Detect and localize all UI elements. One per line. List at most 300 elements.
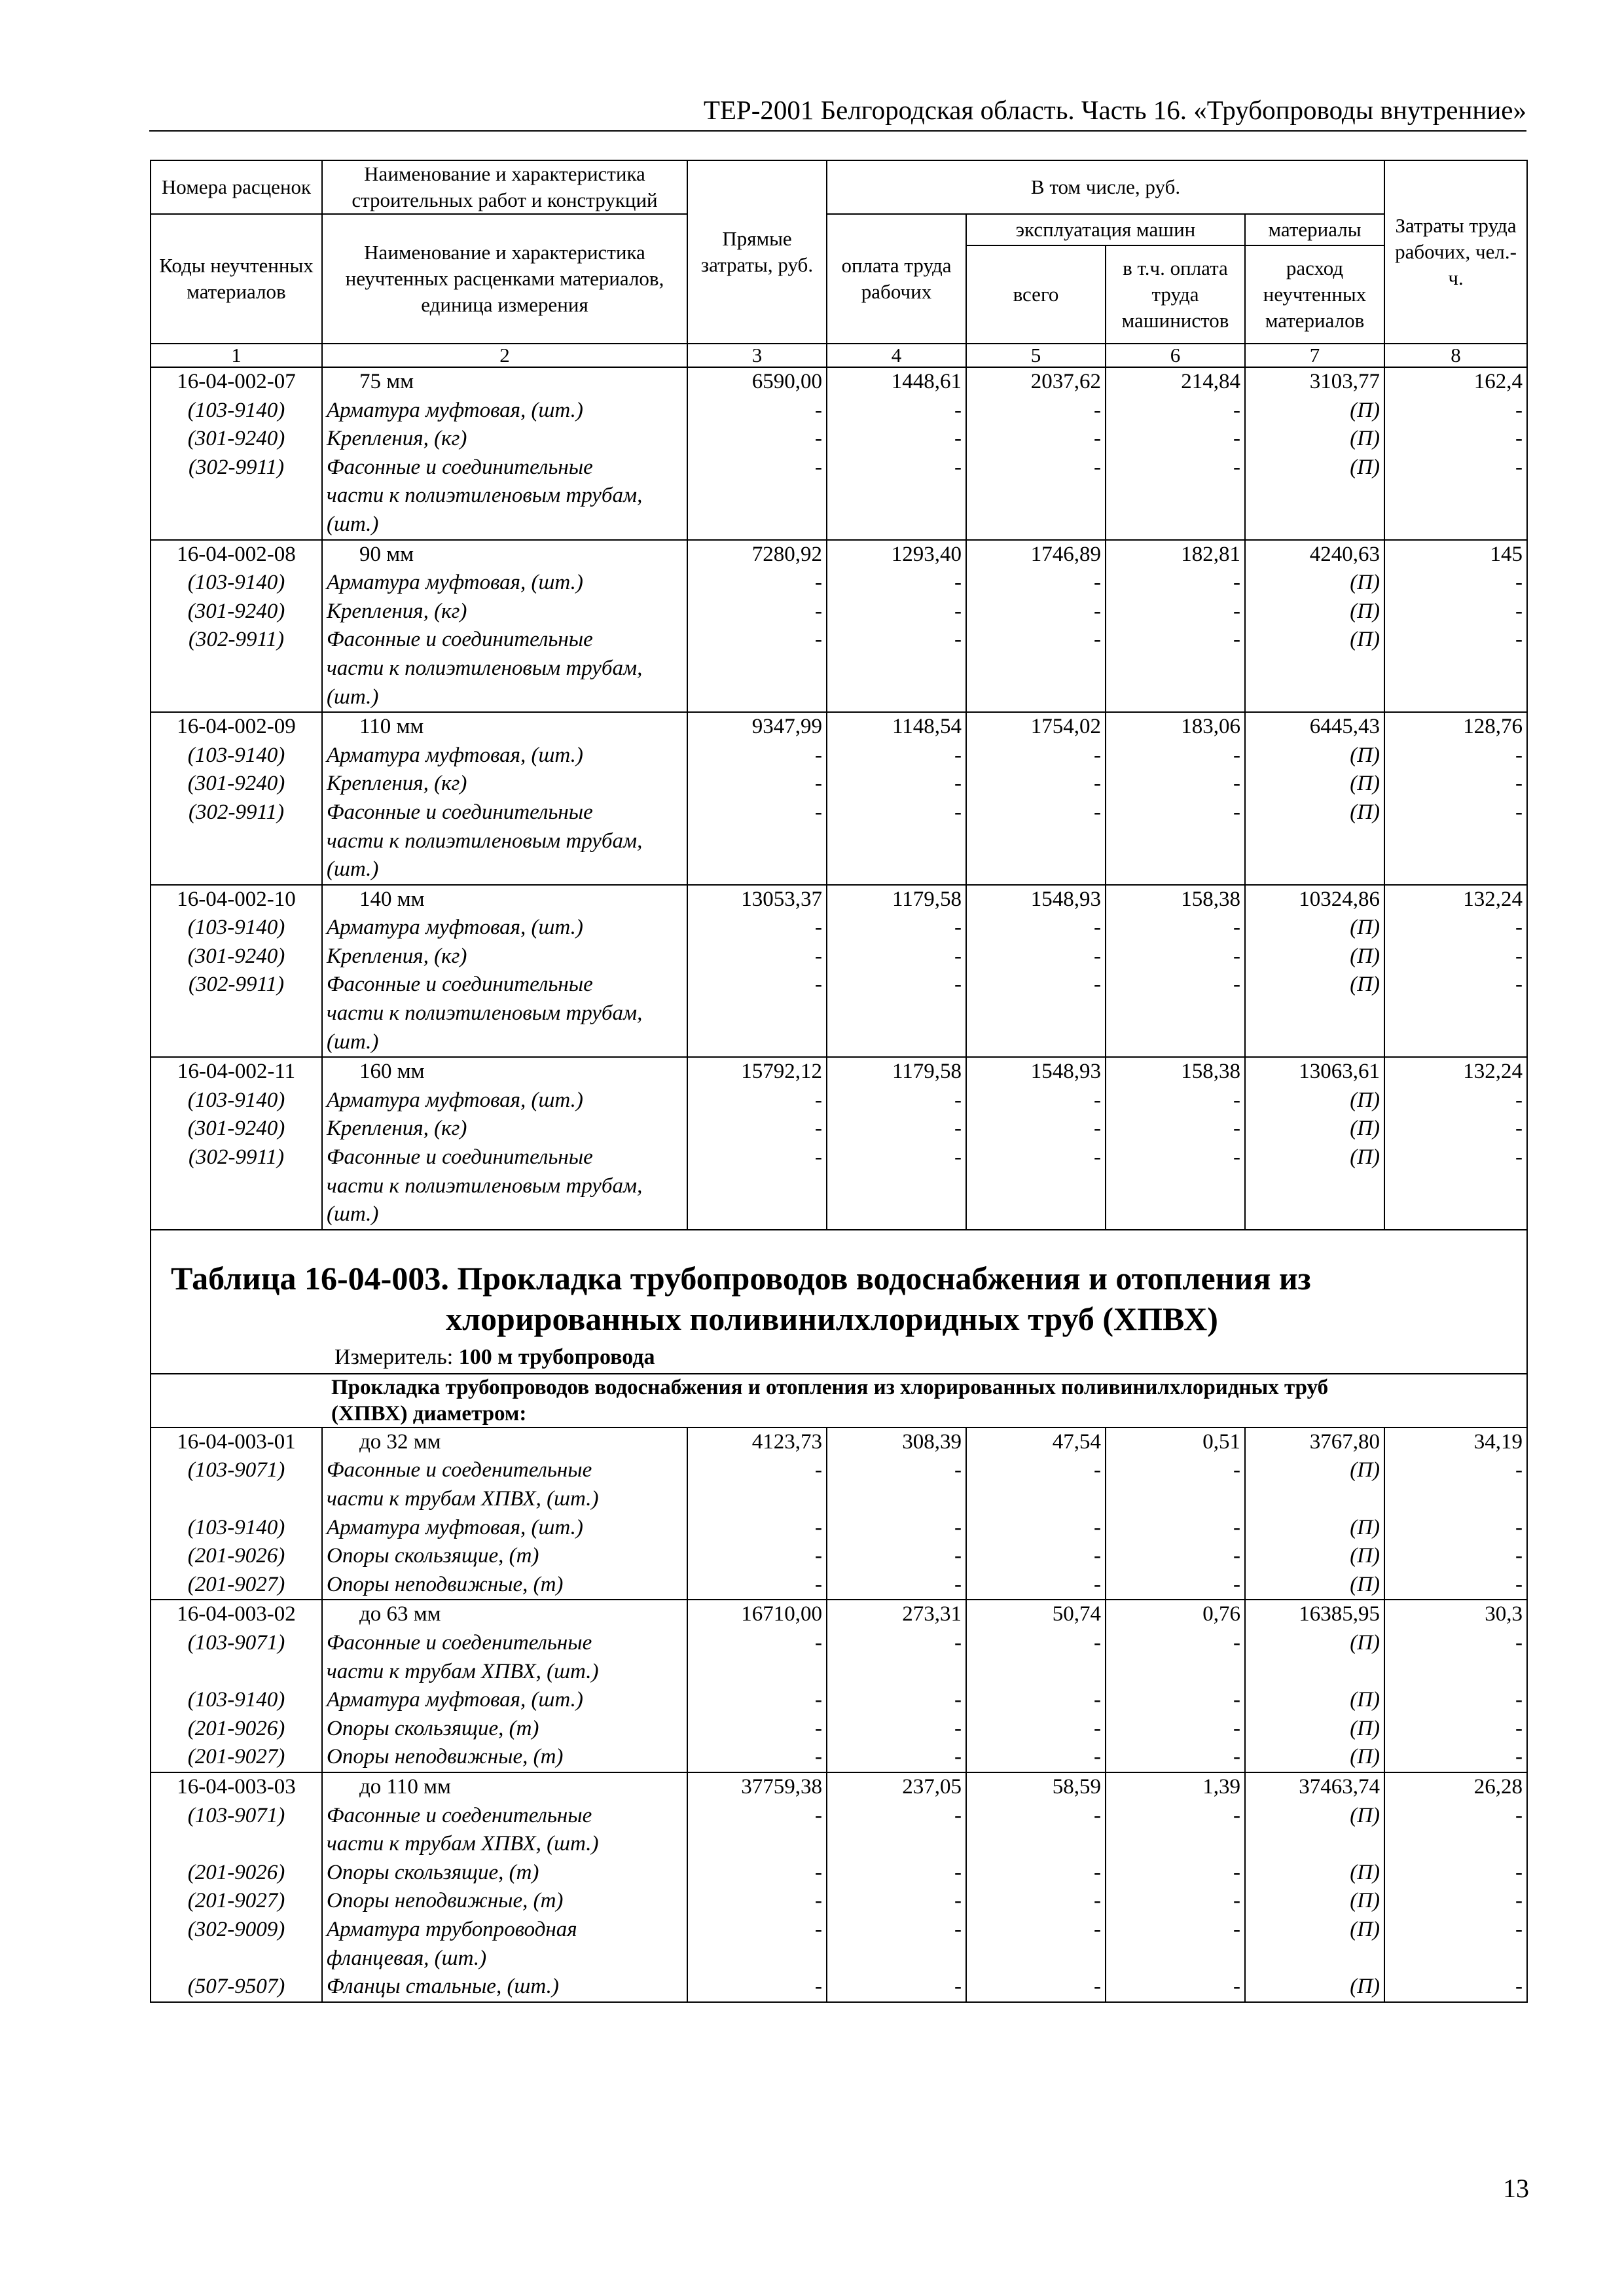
material-direct: - [815, 427, 822, 451]
blank-line [831, 1172, 962, 1201]
material-mach_labor: - [1233, 743, 1240, 767]
material-name-line: Арматура муфтовая, (шт.) [327, 743, 583, 767]
material-code: (201-9026) [187, 1544, 285, 1568]
material-direct: - [815, 1630, 822, 1655]
rate-mat: 16385,95 [1299, 1602, 1380, 1626]
material-hours: - [1515, 1716, 1523, 1740]
material-labor: - [954, 1145, 962, 1170]
blank-line [971, 1830, 1101, 1859]
column-number: 5 [966, 344, 1106, 367]
blank-line [155, 655, 317, 683]
material-mach: - [1094, 916, 1101, 940]
name-cell [322, 885, 687, 1058]
mach_labor-cell [1106, 1057, 1245, 1230]
section-heading-line2: (ХПВХ) диаметром: [331, 1401, 527, 1426]
column-number: 8 [1384, 344, 1527, 367]
meter-label: Измеритель: [334, 1344, 454, 1369]
material-code: (201-9026) [187, 1860, 285, 1884]
rate-name: 90 мм [359, 542, 414, 566]
material-labor: - [954, 628, 962, 652]
mat-cell [1245, 367, 1384, 540]
header-rule [149, 130, 1526, 132]
name-cell [322, 1772, 687, 2002]
blank-line [1389, 683, 1523, 712]
material-mach_labor: - [1233, 1458, 1240, 1482]
material-name-line: (шт.) [327, 1030, 379, 1054]
blank-line [1389, 511, 1523, 539]
material-mat: (П) [1350, 973, 1380, 997]
material-direct: - [815, 916, 822, 940]
rate-mach_labor: 183,06 [1181, 715, 1240, 739]
material-labor: - [954, 1860, 962, 1884]
rate-mach: 58,59 [1052, 1774, 1101, 1799]
section-heading [151, 1374, 1527, 1427]
mat-cell [1245, 1427, 1384, 1600]
material-mach: - [1094, 1745, 1101, 1769]
table-row [151, 367, 1527, 540]
material-code: (103-9140) [187, 916, 285, 940]
column-number: 7 [1245, 344, 1384, 367]
material-mach: - [1094, 1515, 1101, 1539]
material-mach: - [1094, 1975, 1101, 1999]
material-labor: - [954, 944, 962, 968]
material-name-line: Опоры неподвижные, (т) [327, 1572, 564, 1596]
rate-hours: 132,24 [1463, 1060, 1523, 1084]
rate-hours: 34,19 [1473, 1429, 1523, 1454]
material-direct: - [815, 1458, 822, 1482]
rate-code: 16-04-003-03 [177, 1774, 296, 1799]
mach-cell [966, 885, 1106, 1058]
material-name-line: Опоры неподвижные, (т) [327, 1889, 564, 1913]
rate-mach: 1746,89 [1030, 542, 1101, 566]
material-code: (302-9911) [188, 973, 285, 997]
material-mach: - [1094, 1630, 1101, 1655]
table-row [151, 712, 1527, 885]
blank-line [692, 683, 822, 712]
material-mach: - [1094, 1088, 1101, 1112]
mat-cell [1245, 1772, 1384, 2002]
material-name-line: Арматура муфтовая, (шт.) [327, 1515, 583, 1539]
material-labor: - [954, 599, 962, 623]
material-name-line: Фасонные и соеденительные [327, 1630, 592, 1655]
material-hours: - [1515, 628, 1523, 652]
material-mach_labor: - [1233, 1117, 1240, 1141]
material-direct: - [815, 1688, 822, 1712]
rate-mach: 1548,93 [1030, 1060, 1101, 1084]
material-labor: - [954, 916, 962, 940]
blank-line [1250, 683, 1380, 712]
rate-direct: 6590,00 [751, 370, 822, 393]
material-code: (301-9240) [187, 772, 285, 796]
material-code: (201-9027) [187, 1889, 285, 1913]
material-mach: - [1094, 1117, 1101, 1141]
mach-cell [966, 367, 1106, 540]
material-direct: - [815, 973, 822, 997]
material-direct: - [815, 743, 822, 767]
rate-labor: 1293,40 [891, 542, 962, 566]
mach-cell [966, 1057, 1106, 1230]
material-direct: - [815, 1145, 822, 1170]
hours-cell [1384, 367, 1527, 540]
table-row [151, 1600, 1527, 1772]
material-mat: (П) [1350, 1745, 1380, 1769]
material-name-line: Фасонные и соединительные [327, 1145, 593, 1170]
blank-line [831, 511, 962, 539]
material-mat: (П) [1350, 944, 1380, 968]
code-cell [151, 1057, 322, 1230]
material-mat: (П) [1350, 1515, 1380, 1539]
code-cell [151, 1600, 322, 1772]
blank-line [831, 1200, 962, 1229]
blank-line [692, 1658, 822, 1687]
material-direct: - [815, 1716, 822, 1740]
material-name-line: Крепления, (кг) [327, 1117, 467, 1141]
rate-mach_labor: 158,38 [1181, 1060, 1240, 1084]
blank-line [1389, 482, 1523, 511]
material-hours: - [1515, 1688, 1523, 1712]
material-mach_labor: - [1233, 772, 1240, 796]
material-mach: - [1094, 1572, 1101, 1596]
blank-line [1389, 855, 1523, 884]
material-mat: (П) [1350, 628, 1380, 652]
running-header: ТЕР-2001 Белгородская область. Часть 16. «Трубопроводы внутренние» [703, 95, 1526, 125]
blank-line [1250, 1172, 1380, 1201]
material-name-line: части к полиэтиленовым трубам, [327, 656, 643, 680]
material-hours: - [1515, 1544, 1523, 1568]
name-cell [322, 1600, 687, 1772]
material-name-line: Крепления, (кг) [327, 599, 467, 623]
blank-line [971, 482, 1101, 511]
rate-mach_labor: 214,84 [1181, 370, 1240, 393]
material-mach_labor: - [1233, 1572, 1240, 1596]
material-name-line: части к трубам ХПВХ, (шт.) [327, 1832, 599, 1856]
material-hours: - [1515, 1889, 1523, 1913]
incl-header: В том числе, руб. [827, 160, 1384, 214]
material-labor: - [954, 743, 962, 767]
blank-line [692, 1028, 822, 1057]
blank-line [155, 1172, 317, 1201]
rate-name: 75 мм [359, 370, 414, 393]
material-hours: - [1515, 772, 1523, 796]
col6-header: в т.ч. оплата труда машинистов [1106, 245, 1245, 344]
labor-cell [827, 1057, 966, 1230]
table-row [151, 540, 1527, 713]
material-hours: - [1515, 571, 1523, 595]
code-cell [151, 1772, 322, 2002]
material-labor: - [954, 427, 962, 451]
material-name-line: Крепления, (кг) [327, 944, 467, 968]
code-cell [151, 1427, 322, 1600]
material-direct: - [815, 1745, 822, 1769]
rate-mat: 37463,74 [1299, 1774, 1380, 1799]
material-hours: - [1515, 1145, 1523, 1170]
material-labor: - [954, 800, 962, 824]
rate-labor: 1148,54 [892, 715, 962, 739]
blank-line [155, 1200, 317, 1229]
rate-hours: 128,76 [1463, 715, 1523, 739]
material-labor: - [954, 1889, 962, 1913]
blank-line [692, 999, 822, 1028]
material-name-line: (шт.) [327, 685, 379, 709]
col8-header: Затраты труда рабочих, чел.-ч. [1384, 160, 1527, 344]
material-code: (103-9071) [187, 1803, 285, 1827]
rate-code: 16-04-002-08 [177, 542, 296, 566]
material-mat: (П) [1350, 800, 1380, 824]
col1-bottom-header: Коды неучтенных материалов [151, 214, 322, 344]
rate-mat: 3103,77 [1309, 370, 1380, 393]
blank-line [1110, 999, 1240, 1028]
material-labor: - [954, 1803, 962, 1827]
material-mach_labor: - [1233, 628, 1240, 652]
material-hours: - [1515, 944, 1523, 968]
material-hours: - [1515, 1458, 1523, 1482]
material-labor: - [954, 398, 962, 422]
rate-name: до 63 мм [359, 1602, 441, 1626]
material-name-line: части к полиэтиленовым трубам, [327, 484, 643, 508]
material-direct: - [815, 628, 822, 652]
material-code: (201-9027) [187, 1745, 285, 1769]
blank-line [692, 855, 822, 884]
material-hours: - [1515, 1745, 1523, 1769]
blank-line [1250, 1028, 1380, 1057]
material-mat: (П) [1350, 772, 1380, 796]
blank-line [692, 827, 822, 856]
material-hours: - [1515, 973, 1523, 997]
material-hours: - [1515, 1803, 1523, 1827]
rate-direct: 4123,73 [751, 1429, 822, 1454]
material-mach_labor: - [1233, 427, 1240, 451]
table-row [151, 1427, 1527, 1600]
col2-bottom-header: Наименование и характеристика неучтенных расценками материалов, единица измерения [322, 214, 687, 344]
material-code: (301-9240) [187, 944, 285, 968]
materials-header: материалы [1245, 214, 1384, 245]
material-hours: - [1515, 1088, 1523, 1112]
blank-line [1389, 1172, 1523, 1201]
blank-line [971, 855, 1101, 884]
blank-line [831, 855, 962, 884]
material-labor: - [954, 1917, 962, 1941]
material-mat: (П) [1350, 1458, 1380, 1482]
mach_labor-cell [1106, 367, 1245, 540]
material-mach_labor: - [1233, 944, 1240, 968]
rate-mat: 4240,63 [1309, 542, 1380, 566]
rate-mach: 50,74 [1052, 1602, 1101, 1626]
material-name-line: Опоры скользящие, (т) [327, 1544, 539, 1568]
material-name-line: Арматура муфтовая, (шт.) [327, 1088, 583, 1112]
code-cell [151, 885, 322, 1058]
material-mach: - [1094, 800, 1101, 824]
blank-line [1389, 1658, 1523, 1687]
mach-cell [966, 1427, 1106, 1600]
material-code: (201-9026) [187, 1716, 285, 1740]
blank-line [155, 1028, 317, 1057]
mat-cell [1245, 540, 1384, 713]
labor-cell [827, 885, 966, 1058]
table-row [151, 885, 1527, 1058]
blank-line [1389, 1028, 1523, 1057]
col2-top-header: Наименование и характеристика строительных работ и конструкций [322, 160, 687, 214]
material-mach: - [1094, 1544, 1101, 1568]
blank-line [831, 1658, 962, 1687]
blank-line [971, 999, 1101, 1028]
blank-line [971, 511, 1101, 539]
material-mach: - [1094, 1688, 1101, 1712]
blank-line [1250, 1945, 1380, 1973]
material-labor: - [954, 1716, 962, 1740]
col3-header: Прямые затраты, руб. [687, 160, 827, 344]
material-mat: (П) [1350, 1145, 1380, 1170]
code-cell [151, 712, 322, 885]
material-mat: (П) [1350, 1889, 1380, 1913]
rate-mach_labor: 158,38 [1181, 887, 1240, 911]
col7-header: расход неучтенных материалов [1245, 245, 1384, 344]
blank-line [155, 1830, 317, 1859]
blank-line [971, 1028, 1101, 1057]
material-mach_labor: - [1233, 571, 1240, 595]
rate-code: 16-04-002-07 [177, 370, 296, 393]
material-mach: - [1094, 1145, 1101, 1170]
rate-direct: 37759,38 [741, 1774, 822, 1799]
col4-header: оплата труда рабочих [827, 214, 966, 344]
blank-line [971, 1658, 1101, 1687]
blank-line [692, 1200, 822, 1229]
blank-line [1110, 1172, 1240, 1201]
labor-cell [827, 1772, 966, 2002]
material-mach: - [1094, 1803, 1101, 1827]
table-title-line1: Таблица 16-04-003. Прокладка трубопроводов водоснабжения и отопления из [171, 1259, 1311, 1297]
blank-line [692, 1830, 822, 1859]
blank-line [1250, 855, 1380, 884]
blank-line [1110, 511, 1240, 539]
meter-line [151, 1339, 1526, 1373]
hours-cell [1384, 1600, 1527, 1772]
rate-mach_labor: 182,81 [1181, 542, 1240, 566]
material-code: (103-9071) [187, 1630, 285, 1655]
blank-line [971, 1172, 1101, 1201]
material-labor: - [954, 1458, 962, 1482]
direct-cell [687, 712, 827, 885]
blank-line [692, 1485, 822, 1514]
material-labor: - [954, 1088, 962, 1112]
material-name-line: Фланцы стальные, (шт.) [327, 1975, 559, 1999]
material-mat: (П) [1350, 1117, 1380, 1141]
rate-mach: 2037,62 [1030, 370, 1101, 393]
blank-line [971, 1485, 1101, 1514]
material-hours: - [1515, 1572, 1523, 1596]
material-labor: - [954, 1572, 962, 1596]
blank-line [1389, 1200, 1523, 1229]
material-code: (302-9911) [188, 455, 285, 479]
material-direct: - [815, 1803, 822, 1827]
blank-line [831, 683, 962, 712]
material-mach: - [1094, 772, 1101, 796]
material-name-line: Арматура муфтовая, (шт.) [327, 571, 583, 595]
rate-labor: 273,31 [902, 1602, 962, 1626]
rate-mat: 13063,61 [1299, 1060, 1380, 1084]
name-cell [322, 540, 687, 713]
page-number: 13 [1503, 2174, 1529, 2203]
material-mach_labor: - [1233, 1917, 1240, 1941]
table-row [151, 1057, 1527, 1230]
material-mat: (П) [1350, 1088, 1380, 1112]
blank-line [155, 1485, 317, 1514]
material-labor: - [954, 1544, 962, 1568]
material-code: (201-9027) [187, 1572, 285, 1596]
mach-cell [966, 1772, 1106, 2002]
rate-hours: 30,3 [1485, 1602, 1523, 1626]
material-mach_labor: - [1233, 1716, 1240, 1740]
direct-cell [687, 885, 827, 1058]
mach_labor-cell [1106, 1600, 1245, 1772]
material-name-line: Опоры скользящие, (т) [327, 1860, 539, 1884]
blank-line [1389, 1830, 1523, 1859]
rates-table [150, 160, 1528, 2003]
blank-line [155, 1658, 317, 1687]
rate-direct: 16710,00 [741, 1602, 822, 1626]
labor-cell [827, 1427, 966, 1600]
labor-cell [827, 367, 966, 540]
blank-line [1250, 1485, 1380, 1514]
mat-cell [1245, 1057, 1384, 1230]
material-hours: - [1515, 916, 1523, 940]
material-mach: - [1094, 1917, 1101, 1941]
material-direct: - [815, 1544, 822, 1568]
material-mach: - [1094, 455, 1101, 479]
mat-cell [1245, 1600, 1384, 1772]
material-name-line: части к полиэтиленовым трубам, [327, 829, 643, 853]
material-direct: - [815, 1889, 822, 1913]
blank-line [1250, 999, 1380, 1028]
material-mat: (П) [1350, 916, 1380, 940]
rate-code: 16-04-002-11 [177, 1060, 296, 1084]
code-cell [151, 367, 322, 540]
material-mat: (П) [1350, 427, 1380, 451]
mach_labor-cell [1106, 712, 1245, 885]
labor-cell [827, 1600, 966, 1772]
rate-direct: 7280,92 [751, 542, 822, 566]
blank-line [971, 827, 1101, 856]
hours-cell [1384, 712, 1527, 885]
blank-line [1110, 1658, 1240, 1687]
material-mat: (П) [1350, 743, 1380, 767]
rate-mach: 1754,02 [1030, 715, 1101, 739]
material-code: (507-9507) [187, 1975, 285, 1999]
material-code: (103-9140) [187, 743, 285, 767]
blank-line [155, 999, 317, 1028]
section-heading-line1: Прокладка трубопроводов водоснабжения и отопления из хлорированных поливинилхлоридных труб [331, 1375, 1329, 1399]
blank-line [1110, 1945, 1240, 1973]
material-direct: - [815, 1088, 822, 1112]
rate-code: 16-04-002-10 [177, 887, 296, 911]
table-16-04-003-rows [151, 1427, 1527, 2002]
blank-line [1110, 1028, 1240, 1057]
material-hours: - [1515, 1630, 1523, 1655]
material-direct: - [815, 398, 822, 422]
rate-mach: 47,54 [1052, 1429, 1101, 1454]
material-name-line: Арматура муфтовая, (шт.) [327, 1688, 583, 1712]
material-mat: (П) [1350, 1688, 1380, 1712]
column-number: 2 [322, 344, 687, 367]
rate-hours: 132,24 [1463, 887, 1523, 911]
rate-hours: 26,28 [1473, 1774, 1523, 1799]
material-name-line: Фасонные и соединительные [327, 800, 593, 824]
material-mach_labor: - [1233, 1145, 1240, 1170]
machines-header: эксплуатация машин [966, 214, 1245, 245]
blank-line [831, 1830, 962, 1859]
blank-line [692, 1945, 822, 1973]
material-name-line: фланцевая, (шт.) [327, 1946, 487, 1970]
blank-line [1250, 1200, 1380, 1229]
